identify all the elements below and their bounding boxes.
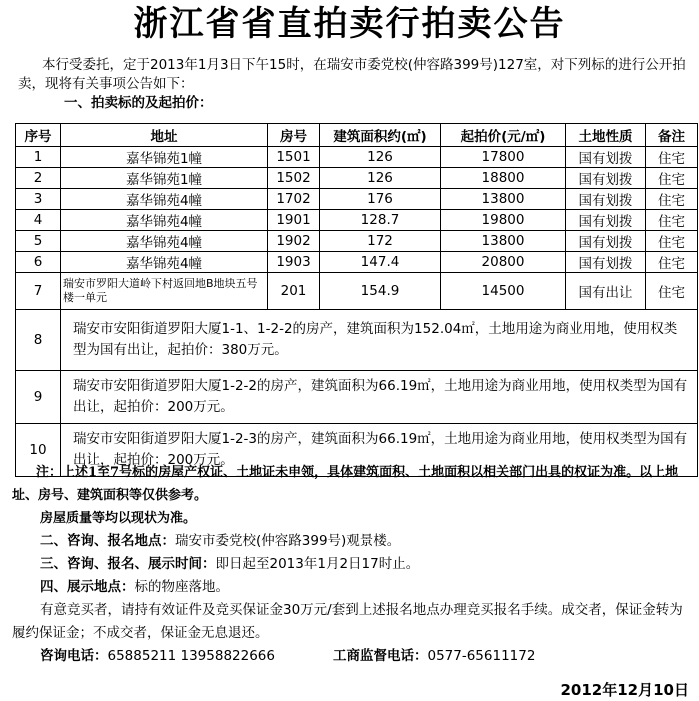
- cell-price: 17800: [441, 147, 566, 168]
- bidder-paragraph: 有意竞买者，请持有效证件及竞买保证金30万元/套到上述报名地点办理竞买报名手续。成交者，保证金转为履约保证金；不成交者，保证金无息退还。: [12, 602, 683, 641]
- cell-price: 18800: [441, 168, 566, 189]
- table-header-row: [16, 124, 698, 147]
- section-register-place: [12, 530, 692, 553]
- table-row: [16, 310, 698, 371]
- section-value: 瑞安市委党校(仲容路399号)观景楼。: [175, 533, 401, 549]
- table-row: [16, 231, 698, 252]
- cell-no: 3: [16, 189, 61, 210]
- table-row: [16, 189, 698, 210]
- cell-no: 5: [16, 231, 61, 252]
- section-label: 三、咨询、报名、展示时间：: [40, 556, 216, 572]
- col-header: 地址: [61, 124, 268, 147]
- cell-area: 154.9: [320, 273, 441, 310]
- cell-desc: 瑞安市安阳街道罗阳大厦1-2-3的房产，建筑面积为66.19㎡，土地用途为商业用地，使用权类型为国有出让，起拍价：200万元。: [61, 424, 698, 477]
- supervise-value: 0577-65611172: [427, 648, 536, 664]
- cell-land: 国有划拨: [566, 210, 646, 231]
- intro-text: 本行受委托，定于2013年1月3日下午15时，在瑞安市委党校(仲容路399号)127室，对下列标的进行公开拍卖，现将有关事项公告如下：: [18, 57, 686, 92]
- cell-land: 国有划拨: [566, 147, 646, 168]
- cell-no: 6: [16, 252, 61, 273]
- section-register-time: [12, 553, 692, 576]
- cell-note: 住宅: [646, 147, 698, 168]
- lots-table: [15, 123, 698, 477]
- cell-room: 1901: [268, 210, 320, 231]
- section-value: 标的物座落地。: [134, 579, 229, 595]
- section-value: 即日起至2013年1月2日17时止。: [215, 556, 420, 572]
- cell-area: 172: [320, 231, 441, 252]
- cell-no: 10: [16, 424, 61, 477]
- announcement-page: [0, 2, 699, 701]
- cell-note: 住宅: [646, 252, 698, 273]
- cell-price: 13800: [441, 189, 566, 210]
- cell-land: 国有划拨: [566, 252, 646, 273]
- cell-land: 国有划拨: [566, 231, 646, 252]
- cell-room: 1502: [268, 168, 320, 189]
- cell-no: 2: [16, 168, 61, 189]
- phone-label: 咨询电话：: [40, 648, 108, 664]
- cell-note: 住宅: [646, 189, 698, 210]
- table-row: [16, 210, 698, 231]
- cell-price: 13800: [441, 231, 566, 252]
- cell-note: 住宅: [646, 273, 698, 310]
- cell-no: 9: [16, 371, 61, 424]
- table-row: [16, 168, 698, 189]
- section-label: 二、咨询、报名地点：: [40, 533, 175, 549]
- intro-block: [0, 56, 699, 112]
- table-row: [16, 371, 698, 424]
- cell-room: 1902: [268, 231, 320, 252]
- cell-land: 国有出让: [566, 273, 646, 310]
- section-display-place: [12, 576, 692, 599]
- cell-area: 126: [320, 147, 441, 168]
- table-row: [16, 273, 698, 310]
- cell-note: 住宅: [646, 210, 698, 231]
- col-header: 起拍价(元/㎡): [441, 124, 566, 147]
- page-title: 浙江省省直拍卖行拍卖公告: [133, 4, 566, 44]
- supervise-label: 工商监督电话：: [332, 648, 428, 664]
- col-header: 土地性质: [566, 124, 646, 147]
- col-header: 序号: [16, 124, 61, 147]
- cell-room: 1501: [268, 147, 320, 168]
- col-header: 房号: [268, 124, 320, 147]
- phone-value: 65885211 13958822666: [107, 648, 275, 664]
- cell-no: 1: [16, 147, 61, 168]
- cell-room: 1903: [268, 252, 320, 273]
- cell-addr: 嘉华锦苑4幢: [61, 189, 268, 210]
- cell-no: 8: [16, 310, 61, 371]
- col-header: 备注: [646, 124, 698, 147]
- cell-area: 147.4: [320, 252, 441, 273]
- cell-land: 国有划拨: [566, 189, 646, 210]
- cell-area: 176: [320, 189, 441, 210]
- contact-line: [12, 645, 692, 668]
- cell-addr: 嘉华锦苑4幢: [61, 210, 268, 231]
- cell-area: 126: [320, 168, 441, 189]
- cell-addr: 瑞安市罗阳大道岭下村返回地B地块五号楼一单元: [61, 273, 268, 310]
- cell-room: 201: [268, 273, 320, 310]
- cell-addr: 嘉华锦苑4幢: [61, 231, 268, 252]
- cell-desc: 瑞安市安阳街道罗阳大厦1-2-2的房产，建筑面积为66.19㎡，土地用途为商业用地，使用权类型为国有出让，起拍价：200万元。: [61, 371, 698, 424]
- cell-note: 住宅: [646, 168, 698, 189]
- table-row: [16, 147, 698, 168]
- cell-addr: 嘉华锦苑1幢: [61, 168, 268, 189]
- cell-land: 国有划拨: [566, 168, 646, 189]
- cell-desc: 瑞安市安阳街道罗阳大厦1-1、1-2-2的房产，建筑面积为152.04㎡，土地用途为商业用地，使用权类型为国有出让，起拍价：380万元。: [61, 310, 698, 371]
- cell-note: 住宅: [646, 231, 698, 252]
- cell-addr: 嘉华锦苑4幢: [61, 252, 268, 273]
- cell-no: 7: [16, 273, 61, 310]
- cell-area: 128.7: [320, 210, 441, 231]
- section-label: 四、展示地点：: [40, 579, 135, 595]
- cell-room: 1702: [268, 189, 320, 210]
- announcement-date: 2012年12月10日: [560, 681, 689, 699]
- section-lots-heading: 一、拍卖标的及起拍价：: [64, 95, 213, 111]
- cell-addr: 嘉华锦苑1幢: [61, 147, 268, 168]
- note-quality: 房屋质量等均以现状为准。: [40, 511, 197, 526]
- cell-no: 4: [16, 210, 61, 231]
- note-paragraph: 注：上述1至7号标的房屋产权证、土地证未申领，具体建筑面积、土地面积以相关部门出具的权证为准。以上地址、房号、建筑面积等仅供参考。: [12, 465, 679, 503]
- cell-price: 20800: [441, 252, 566, 273]
- notes-block: [12, 461, 692, 668]
- col-header: 建筑面积约(㎡): [320, 124, 441, 147]
- table-row: [16, 252, 698, 273]
- cell-price: 19800: [441, 210, 566, 231]
- cell-price: 14500: [441, 273, 566, 310]
